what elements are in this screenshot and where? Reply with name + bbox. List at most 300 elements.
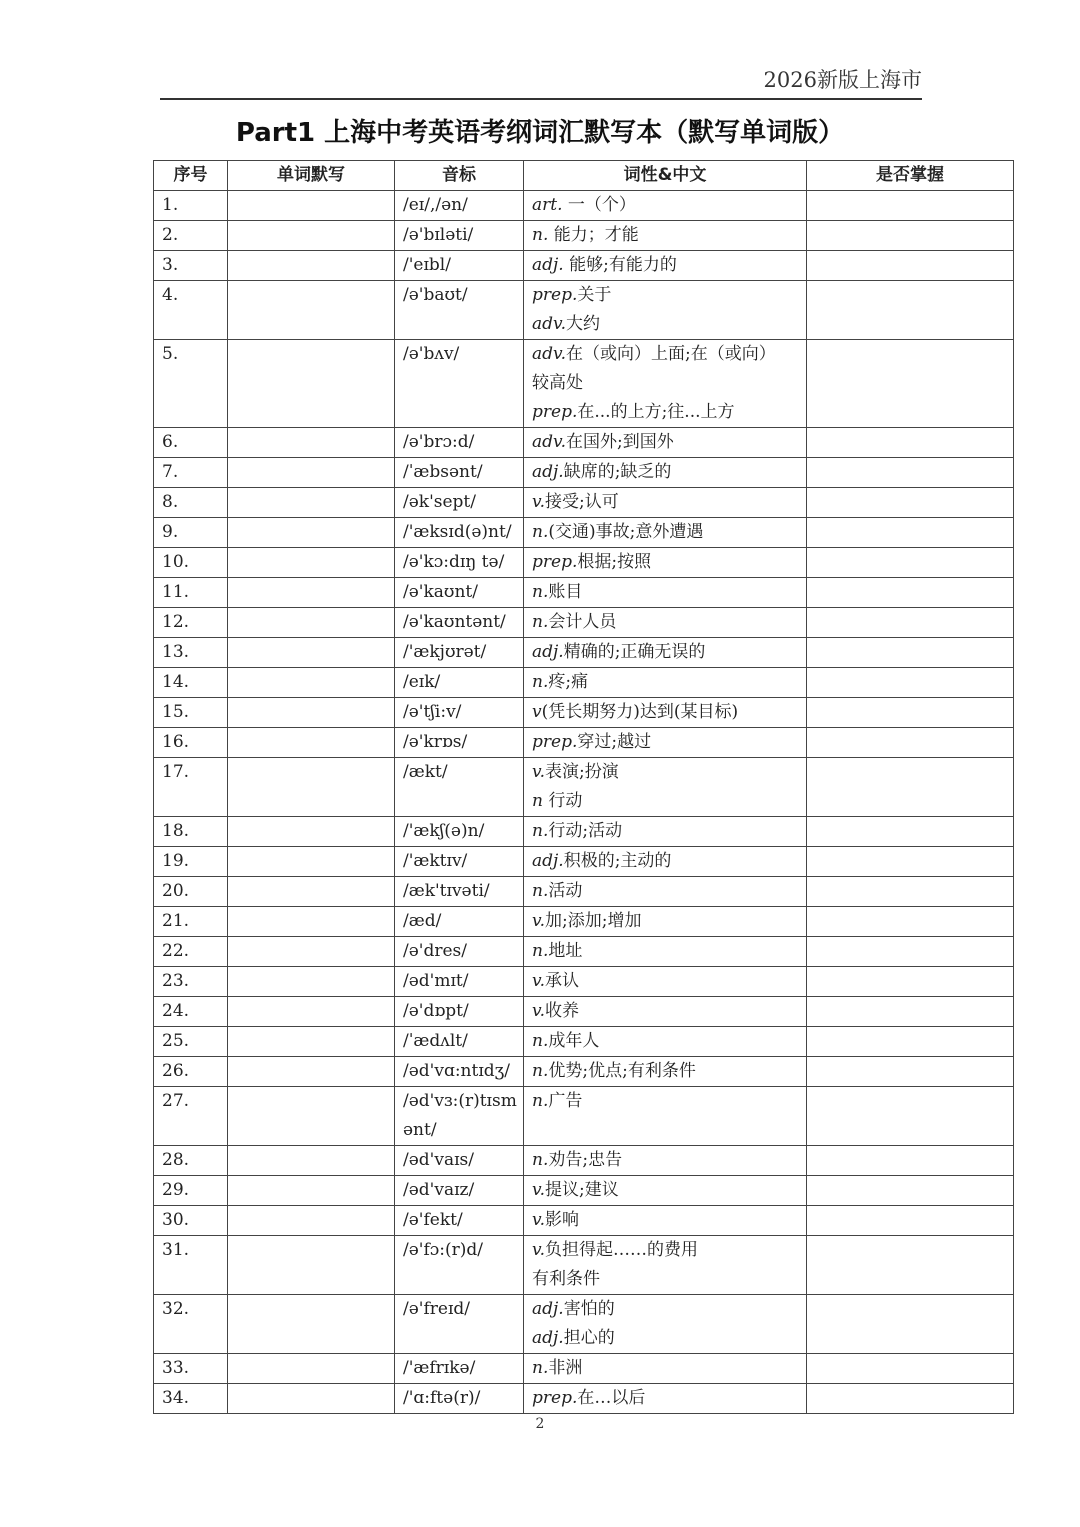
word-dictation-cell[interactable] bbox=[228, 698, 395, 728]
table-body bbox=[154, 191, 1014, 1414]
word-dictation-cell[interactable] bbox=[228, 1236, 395, 1295]
part-of-speech: adj. bbox=[532, 851, 564, 871]
phonetic-text: /ə'bʌv/ bbox=[403, 344, 460, 364]
phonetic-cell bbox=[395, 608, 524, 638]
chinese-meaning: 行动 bbox=[542, 791, 583, 811]
chinese-meaning: 劝告;忠告 bbox=[548, 1150, 623, 1170]
page-number: 2 bbox=[535, 1416, 545, 1432]
definition-cell bbox=[524, 877, 807, 907]
word-dictation-cell[interactable] bbox=[228, 847, 395, 877]
table-row bbox=[154, 1087, 1014, 1146]
table-row bbox=[154, 458, 1014, 488]
mastered-cell[interactable] bbox=[807, 281, 1014, 340]
phonetic-text: /'ɑ:ftə(r)/ bbox=[403, 1388, 481, 1408]
definition-cell bbox=[524, 638, 807, 668]
word-dictation-cell[interactable] bbox=[228, 638, 395, 668]
mastered-cell[interactable] bbox=[807, 698, 1014, 728]
definition-line bbox=[532, 787, 798, 816]
mastered-cell[interactable] bbox=[807, 518, 1014, 548]
word-dictation-cell[interactable] bbox=[228, 428, 395, 458]
word-dictation-cell[interactable] bbox=[228, 967, 395, 997]
word-dictation-cell[interactable] bbox=[228, 221, 395, 251]
part-of-speech: n. bbox=[532, 1031, 549, 1051]
mastered-cell[interactable] bbox=[807, 548, 1014, 578]
mastered-cell[interactable] bbox=[807, 638, 1014, 668]
part-of-speech: v. bbox=[532, 1180, 545, 1200]
definition-cell bbox=[524, 191, 807, 221]
definition-line bbox=[532, 817, 798, 846]
part-of-speech: prep. bbox=[532, 285, 578, 305]
definition-line bbox=[532, 488, 798, 517]
part-of-speech: prep. bbox=[532, 402, 578, 422]
phonetic-cell bbox=[395, 728, 524, 758]
row-number: 27. bbox=[154, 1087, 228, 1146]
chinese-meaning: 在国外;到国外 bbox=[566, 432, 674, 452]
row-number: 33. bbox=[154, 1354, 228, 1384]
phonetic-cell bbox=[395, 548, 524, 578]
mastered-cell[interactable] bbox=[807, 1176, 1014, 1206]
phonetic-cell bbox=[395, 1295, 524, 1354]
word-dictation-cell[interactable] bbox=[228, 608, 395, 638]
definition-cell bbox=[524, 1027, 807, 1057]
part-of-speech: v. bbox=[532, 1001, 545, 1021]
mastered-cell[interactable] bbox=[807, 251, 1014, 281]
chinese-meaning: (凭长期努力)达到(某目标) bbox=[541, 702, 739, 722]
definition-line bbox=[532, 458, 798, 487]
vocabulary-table bbox=[153, 160, 1014, 1414]
mastered-cell[interactable] bbox=[807, 728, 1014, 758]
phonetic-text: /ˈæbsənt/ bbox=[403, 462, 483, 482]
table-row bbox=[154, 728, 1014, 758]
phonetic-cell bbox=[395, 518, 524, 548]
table-row bbox=[154, 1354, 1014, 1384]
part-of-speech: n. bbox=[532, 612, 549, 632]
word-dictation-cell[interactable] bbox=[228, 877, 395, 907]
definition-cell bbox=[524, 698, 807, 728]
word-dictation-cell[interactable] bbox=[228, 340, 395, 428]
chinese-meaning: 成年人 bbox=[548, 1031, 600, 1051]
table-row bbox=[154, 548, 1014, 578]
mastered-cell[interactable] bbox=[807, 877, 1014, 907]
definition-line bbox=[532, 251, 798, 280]
phonetic-cell bbox=[395, 221, 524, 251]
phonetic-text: /æk'tɪvəti/ bbox=[403, 881, 490, 901]
word-dictation-cell[interactable] bbox=[228, 1146, 395, 1176]
chinese-meaning: 加;添加;增加 bbox=[545, 911, 642, 931]
chinese-meaning: 收养 bbox=[545, 1001, 579, 1021]
part-of-speech: v. bbox=[532, 911, 545, 931]
definition-cell bbox=[524, 251, 807, 281]
phonetic-cell bbox=[395, 1087, 524, 1146]
definition-cell bbox=[524, 1384, 807, 1414]
row-number: 7. bbox=[154, 458, 228, 488]
chinese-meaning: 较高处 bbox=[532, 373, 583, 393]
table-header-row bbox=[154, 161, 1014, 191]
mastered-cell[interactable] bbox=[807, 458, 1014, 488]
table-row bbox=[154, 1027, 1014, 1057]
chinese-meaning: 疼;痛 bbox=[548, 672, 589, 692]
phonetic-cell bbox=[395, 638, 524, 668]
word-dictation-cell[interactable] bbox=[228, 758, 395, 817]
mastered-cell[interactable] bbox=[807, 608, 1014, 638]
part-of-speech: n. bbox=[532, 1150, 549, 1170]
part-of-speech: n. bbox=[532, 941, 549, 961]
header-text: 2026新版上海市 bbox=[763, 68, 922, 92]
definition-line bbox=[532, 608, 798, 637]
word-dictation-cell[interactable] bbox=[228, 1206, 395, 1236]
word-dictation-cell[interactable] bbox=[228, 488, 395, 518]
chinese-meaning: 一（个） bbox=[562, 195, 636, 215]
definition-line bbox=[532, 1027, 798, 1056]
table-row bbox=[154, 877, 1014, 907]
definition-line bbox=[532, 758, 798, 787]
chinese-meaning: 广告 bbox=[548, 1091, 583, 1111]
definition-cell bbox=[524, 1354, 807, 1384]
table-row bbox=[154, 1236, 1014, 1295]
part-of-speech: adj. bbox=[532, 1328, 564, 1348]
phonetic-cell bbox=[395, 698, 524, 728]
definition-cell bbox=[524, 1206, 807, 1236]
word-dictation-cell[interactable] bbox=[228, 191, 395, 221]
row-number: 17. bbox=[154, 758, 228, 817]
row-number: 5. bbox=[154, 340, 228, 428]
table-row bbox=[154, 937, 1014, 967]
phonetic-cell bbox=[395, 1176, 524, 1206]
definition-cell bbox=[524, 907, 807, 937]
part-of-speech: adj. bbox=[532, 462, 564, 482]
word-dictation-cell[interactable] bbox=[228, 817, 395, 847]
chinese-meaning: 有利条件 bbox=[532, 1269, 600, 1289]
table-row bbox=[154, 1057, 1014, 1087]
word-dictation-cell[interactable] bbox=[228, 937, 395, 967]
definition-line bbox=[532, 997, 798, 1026]
table-row bbox=[154, 221, 1014, 251]
definition-line bbox=[532, 877, 798, 906]
phonetic-cell bbox=[395, 817, 524, 847]
phonetic-text: /ə'brɔ:d/ bbox=[403, 432, 475, 452]
chinese-meaning: 能力；才能 bbox=[548, 225, 639, 245]
mastered-cell[interactable] bbox=[807, 817, 1014, 847]
definition-cell bbox=[524, 340, 807, 428]
table-row bbox=[154, 967, 1014, 997]
chinese-meaning: 行动;活动 bbox=[548, 821, 623, 841]
definition-line bbox=[532, 1295, 798, 1324]
mastered-cell[interactable] bbox=[807, 488, 1014, 518]
mastered-cell[interactable] bbox=[807, 1236, 1014, 1295]
word-dictation-cell[interactable] bbox=[228, 1354, 395, 1384]
phonetic-text: /ə'dɒpt/ bbox=[403, 1001, 469, 1021]
table-row bbox=[154, 1384, 1014, 1414]
definition-cell bbox=[524, 728, 807, 758]
phonetic-text: /eɪk/ bbox=[403, 672, 441, 692]
table-row bbox=[154, 758, 1014, 817]
part-of-speech: n. bbox=[532, 1061, 549, 1081]
row-number: 12. bbox=[154, 608, 228, 638]
phonetic-cell bbox=[395, 1236, 524, 1295]
phonetic-cell bbox=[395, 458, 524, 488]
table-row bbox=[154, 281, 1014, 340]
definition-cell bbox=[524, 1295, 807, 1354]
phonetic-cell bbox=[395, 668, 524, 698]
definition-cell bbox=[524, 758, 807, 817]
table-row bbox=[154, 1295, 1014, 1354]
column-header-definition: 词性&中文 bbox=[524, 161, 807, 191]
column-header-mastered: 是否掌握 bbox=[807, 161, 1014, 191]
definition-cell bbox=[524, 817, 807, 847]
definition-cell bbox=[524, 221, 807, 251]
word-dictation-cell[interactable] bbox=[228, 1176, 395, 1206]
chinese-meaning: 精确的;正确无误的 bbox=[563, 642, 706, 662]
row-number: 11. bbox=[154, 578, 228, 608]
part-of-speech: art. bbox=[532, 195, 563, 215]
word-dictation-cell[interactable] bbox=[228, 251, 395, 281]
phonetic-text: /ə'krɒs/ bbox=[403, 732, 468, 752]
part-of-speech: adv. bbox=[532, 344, 567, 364]
phonetic-text: /əd'vɑ:ntɪdʒ/ bbox=[403, 1061, 510, 1081]
chinese-meaning: 账目 bbox=[548, 582, 583, 602]
table-row bbox=[154, 608, 1014, 638]
chinese-meaning: 提议;建议 bbox=[545, 1180, 619, 1200]
chinese-meaning: 优势;优点;有利条件 bbox=[548, 1061, 696, 1081]
mastered-cell[interactable] bbox=[807, 578, 1014, 608]
mastered-cell[interactable] bbox=[807, 191, 1014, 221]
definition-cell bbox=[524, 578, 807, 608]
definition-cell bbox=[524, 967, 807, 997]
phonetic-text: /əd'mɪt/ bbox=[403, 971, 469, 991]
definition-line bbox=[532, 847, 798, 876]
phonetic-text: /ə'fekt/ bbox=[403, 1210, 463, 1230]
chinese-meaning: 穿过;越过 bbox=[577, 732, 652, 752]
row-number: 16. bbox=[154, 728, 228, 758]
definition-cell bbox=[524, 1236, 807, 1295]
phonetic-cell bbox=[395, 1384, 524, 1414]
mastered-cell[interactable] bbox=[807, 1027, 1014, 1057]
word-dictation-cell[interactable] bbox=[228, 728, 395, 758]
definition-cell bbox=[524, 428, 807, 458]
mastered-cell[interactable] bbox=[807, 1295, 1014, 1354]
row-number: 23. bbox=[154, 967, 228, 997]
chinese-meaning: 根据;按照 bbox=[577, 552, 652, 572]
mastered-cell[interactable] bbox=[807, 937, 1014, 967]
mastered-cell[interactable] bbox=[807, 221, 1014, 251]
row-number: 1. bbox=[154, 191, 228, 221]
definition-cell bbox=[524, 458, 807, 488]
row-number: 28. bbox=[154, 1146, 228, 1176]
definition-line bbox=[532, 518, 798, 547]
column-header-number: 序号 bbox=[154, 161, 228, 191]
phonetic-text: /'æksɪd(ə)nt/ bbox=[403, 522, 512, 542]
row-number: 10. bbox=[154, 548, 228, 578]
word-dictation-cell[interactable] bbox=[228, 1087, 395, 1146]
table-row bbox=[154, 847, 1014, 877]
definition-cell bbox=[524, 548, 807, 578]
chinese-meaning: 害怕的 bbox=[563, 1299, 615, 1319]
phonetic-cell bbox=[395, 907, 524, 937]
phonetic-text: ənt/ bbox=[403, 1120, 437, 1140]
definition-line bbox=[532, 1206, 798, 1235]
phonetic-text: /ək'sept/ bbox=[403, 492, 476, 512]
part-of-speech: adj. bbox=[532, 1299, 564, 1319]
row-number: 8. bbox=[154, 488, 228, 518]
definition-line bbox=[532, 1324, 798, 1353]
table-row bbox=[154, 1206, 1014, 1236]
phonetic-text: /əd'vɜ:(r)tɪsm bbox=[403, 1091, 517, 1111]
definition-line bbox=[532, 221, 798, 250]
table-row bbox=[154, 997, 1014, 1027]
definition-line bbox=[532, 1236, 798, 1265]
phonetic-cell bbox=[395, 1027, 524, 1057]
mastered-cell[interactable] bbox=[807, 1146, 1014, 1176]
chinese-meaning: 非洲 bbox=[548, 1358, 583, 1378]
phonetic-text: /ə'kɔ:dɪŋ tə/ bbox=[403, 552, 505, 572]
chinese-meaning: 能够;有能力的 bbox=[563, 255, 677, 275]
chinese-meaning: 积极的;主动的 bbox=[563, 851, 672, 871]
row-number: 22. bbox=[154, 937, 228, 967]
phonetic-text: /ə'baʊt/ bbox=[403, 285, 468, 305]
part-of-speech: v bbox=[532, 702, 542, 722]
phonetic-cell bbox=[395, 340, 524, 428]
part-of-speech: adj. bbox=[532, 642, 564, 662]
definition-line bbox=[532, 548, 798, 577]
row-number: 32. bbox=[154, 1295, 228, 1354]
table-row bbox=[154, 668, 1014, 698]
part-of-speech: n. bbox=[532, 821, 549, 841]
phonetic-cell bbox=[395, 428, 524, 458]
phonetic-cell bbox=[395, 1354, 524, 1384]
word-dictation-cell[interactable] bbox=[228, 1027, 395, 1057]
table-row bbox=[154, 578, 1014, 608]
phonetic-text: /ə'kaʊntənt/ bbox=[403, 612, 506, 632]
phonetic-text: /ə'fɔ:(r)d/ bbox=[403, 1240, 484, 1260]
word-dictation-cell[interactable] bbox=[228, 1384, 395, 1414]
word-dictation-cell[interactable] bbox=[228, 578, 395, 608]
definition-line bbox=[532, 310, 798, 339]
phonetic-cell bbox=[395, 281, 524, 340]
part-of-speech: v. bbox=[532, 492, 545, 512]
part-of-speech: v. bbox=[532, 971, 545, 991]
definition-line bbox=[532, 1354, 798, 1383]
row-number: 34. bbox=[154, 1384, 228, 1414]
chinese-meaning: 在（或向）上面;在（或向） bbox=[566, 344, 776, 364]
row-number: 15. bbox=[154, 698, 228, 728]
definition-line bbox=[532, 428, 798, 457]
part-of-speech: n. bbox=[532, 582, 549, 602]
phonetic-cell bbox=[395, 967, 524, 997]
word-dictation-cell[interactable] bbox=[228, 548, 395, 578]
chinese-meaning: 接受;认可 bbox=[545, 492, 619, 512]
definition-line bbox=[532, 1146, 798, 1175]
chinese-meaning: 在...的上方;往...上方 bbox=[577, 402, 735, 422]
definition-line bbox=[532, 340, 798, 369]
word-dictation-cell[interactable] bbox=[228, 281, 395, 340]
part-of-speech: adj. bbox=[532, 255, 564, 275]
definition-line bbox=[532, 1265, 798, 1294]
mastered-cell[interactable] bbox=[807, 668, 1014, 698]
mastered-cell[interactable] bbox=[807, 758, 1014, 817]
row-number: 9. bbox=[154, 518, 228, 548]
definition-cell bbox=[524, 937, 807, 967]
definition-line bbox=[532, 698, 798, 727]
phonetic-text: /æd/ bbox=[403, 911, 442, 931]
chinese-meaning: 在…以后 bbox=[577, 1388, 646, 1408]
definition-cell bbox=[524, 668, 807, 698]
definition-cell bbox=[524, 997, 807, 1027]
word-dictation-cell[interactable] bbox=[228, 1295, 395, 1354]
phonetic-cell bbox=[395, 488, 524, 518]
mastered-cell[interactable] bbox=[807, 1354, 1014, 1384]
word-dictation-cell[interactable] bbox=[228, 997, 395, 1027]
definition-line bbox=[532, 1384, 798, 1413]
phonetic-cell bbox=[395, 877, 524, 907]
phonetic-text: /ə'bɪləti/ bbox=[403, 225, 474, 245]
mastered-cell[interactable] bbox=[807, 997, 1014, 1027]
mastered-cell[interactable] bbox=[807, 1384, 1014, 1414]
table-row bbox=[154, 251, 1014, 281]
mastered-cell[interactable] bbox=[807, 1057, 1014, 1087]
chinese-meaning: 关于 bbox=[577, 285, 612, 305]
part-of-speech: prep. bbox=[532, 1388, 578, 1408]
definition-line bbox=[532, 1057, 798, 1086]
phonetic-text: /eɪ/,/ən/ bbox=[403, 195, 468, 215]
word-dictation-cell[interactable] bbox=[228, 518, 395, 548]
phonetic-cell bbox=[395, 758, 524, 817]
chinese-meaning: 地址 bbox=[548, 941, 583, 961]
phonetic-cell bbox=[395, 997, 524, 1027]
phonetic-cell bbox=[395, 1057, 524, 1087]
row-number: 31. bbox=[154, 1236, 228, 1295]
chinese-meaning: 表演;扮演 bbox=[545, 762, 619, 782]
phonetic-text: /ə'freɪd/ bbox=[403, 1299, 470, 1319]
chinese-meaning: 担心的 bbox=[563, 1328, 615, 1348]
mastered-cell[interactable] bbox=[807, 967, 1014, 997]
phonetic-text: /ˈædʌlt/ bbox=[403, 1031, 468, 1051]
mastered-cell[interactable] bbox=[807, 1206, 1014, 1236]
chinese-meaning: 缺席的;缺乏的 bbox=[563, 462, 672, 482]
chinese-meaning: 活动 bbox=[548, 881, 583, 901]
word-dictation-cell[interactable] bbox=[228, 668, 395, 698]
chinese-meaning: 会计人员 bbox=[548, 612, 617, 632]
mastered-cell[interactable] bbox=[807, 907, 1014, 937]
part-of-speech: v. bbox=[532, 1240, 545, 1260]
table-row bbox=[154, 518, 1014, 548]
part-of-speech: n. bbox=[532, 881, 549, 901]
mastered-cell[interactable] bbox=[807, 340, 1014, 428]
column-header-word-dictation: 单词默写 bbox=[228, 161, 395, 191]
document-title: Part1 上海中考英语考纲词汇默写本（默写单词版） bbox=[235, 118, 845, 148]
word-dictation-cell[interactable] bbox=[228, 458, 395, 488]
part-of-speech: n. bbox=[532, 225, 549, 245]
mastered-cell[interactable] bbox=[807, 1087, 1014, 1146]
word-dictation-cell[interactable] bbox=[228, 1057, 395, 1087]
definition-line bbox=[532, 907, 798, 936]
row-number: 26. bbox=[154, 1057, 228, 1087]
mastered-cell[interactable] bbox=[807, 428, 1014, 458]
mastered-cell[interactable] bbox=[807, 847, 1014, 877]
row-number: 19. bbox=[154, 847, 228, 877]
definition-line bbox=[532, 191, 798, 220]
table-row bbox=[154, 488, 1014, 518]
definition-line bbox=[532, 967, 798, 996]
row-number: 6. bbox=[154, 428, 228, 458]
row-number: 21. bbox=[154, 907, 228, 937]
chinese-meaning: 承认 bbox=[545, 971, 579, 991]
definition-line bbox=[532, 578, 798, 607]
definition-cell bbox=[524, 1146, 807, 1176]
word-dictation-cell[interactable] bbox=[228, 907, 395, 937]
header-rule bbox=[160, 98, 922, 100]
definition-cell bbox=[524, 1057, 807, 1087]
definition-cell bbox=[524, 281, 807, 340]
